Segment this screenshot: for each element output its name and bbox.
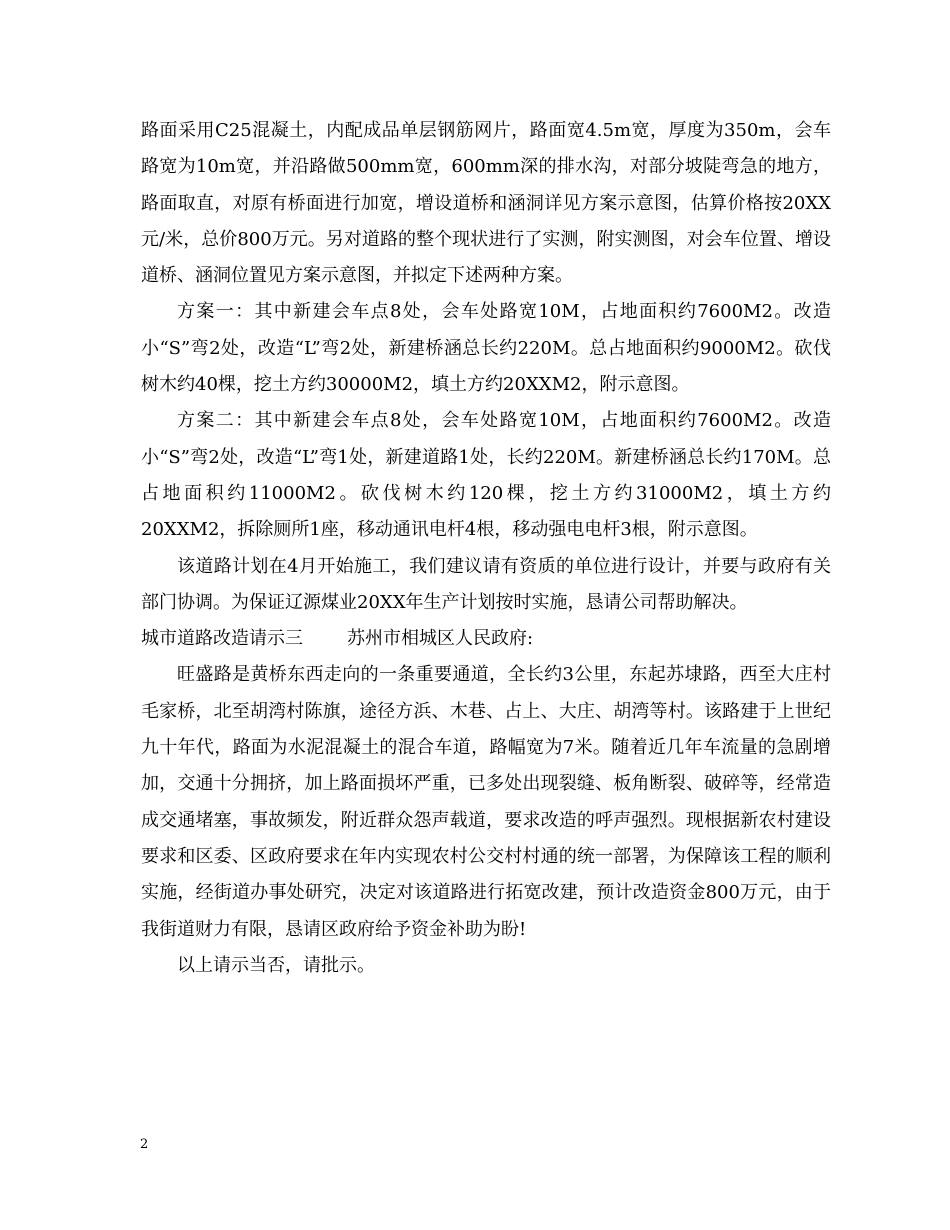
document-body	[141, 113, 831, 984]
body-paragraph: 旺盛路是黄桥东西走向的一条重要通道，全长约3公里，东起苏埭路，西至大庄村毛家桥，北至胡湾村陈旗，途径方浜、木巷、占上、大庄、胡湾等村。该路建于上世纪九十年代，路面为水泥混凝土的混合车道，路幅宽为7米。随着近几年车流量的急剧增加，交通十分拥挤，加上路面损坏严重，已多处出现裂缝、板角断裂、破碎等，经常造成交通堵塞，事故频发，附近群众怨声载道，要求改造的呼声强烈。现根据新农村建设要求和区委、区政府要求在年内实现农村公交村村通的统一部署，为保障该工程的顺利实施，经街道办事处研究，决定对该道路进行拓宽改建，预计改造资金800万元，由于我街道财力有限，恳请区政府给予资金补助为盼!	[141, 664, 831, 940]
closing-paragraph: 以上请示当否，请批示。	[177, 954, 375, 976]
section-title: 城市道路改造请示三	[141, 628, 303, 650]
body-paragraph: 方案一：其中新建会车点8处，会车处路宽10M，占地面积约7600M2。改造小“S”弯2处，改造“L”弯2处，新建桥涵总长约220M。总占地面积约9000M2。砍伐树木约40棵，挖土方约30000M2，填土方约20XXM2，附示意图。	[141, 301, 831, 396]
body-paragraph: 该道路计划在4月开始施工，我们建议请有资质的单位进行设计，并要与政府有关部门协调。为保证辽源煤业20XX年生产计划按时实施，恳请公司帮助解决。	[141, 555, 831, 613]
body-paragraph: 路面采用C25混凝土，内配成品单层钢筋网片，路面宽4.5m宽，厚度为350m，会车路宽为10m宽，并沿路做500mm宽，600mm深的排水沟，对部分坡陡弯急的地方，路面取直，对原有桥面进行加宽，增设道桥和涵洞详见方案示意图，估算价格按20XX元/米，总价800万元。另对道路的整个现状进行了实测，附实测图，对会车位置、增设道桥、涵洞位置见方案示意图，并拟定下述两种方案。	[141, 120, 831, 287]
body-paragraph: 方案二：其中新建会车点8处，会车处路宽10M，占地面积约7600M2。改造小“S”弯2处，改造“L”弯1处，新建道路1处，长约220M。新建桥涵总长约170M。总占地面积约11000M2。砍伐树木约120棵，挖土方约31000M2，填土方约20XXM2，拆除厕所1座，移动通讯电杆4根，移动强电电杆3根，附示意图。	[141, 410, 831, 541]
section-heading	[141, 621, 831, 657]
recipient-line: 苏州市相城区人民政府:	[347, 628, 534, 650]
page-number: 2	[140, 1137, 149, 1152]
